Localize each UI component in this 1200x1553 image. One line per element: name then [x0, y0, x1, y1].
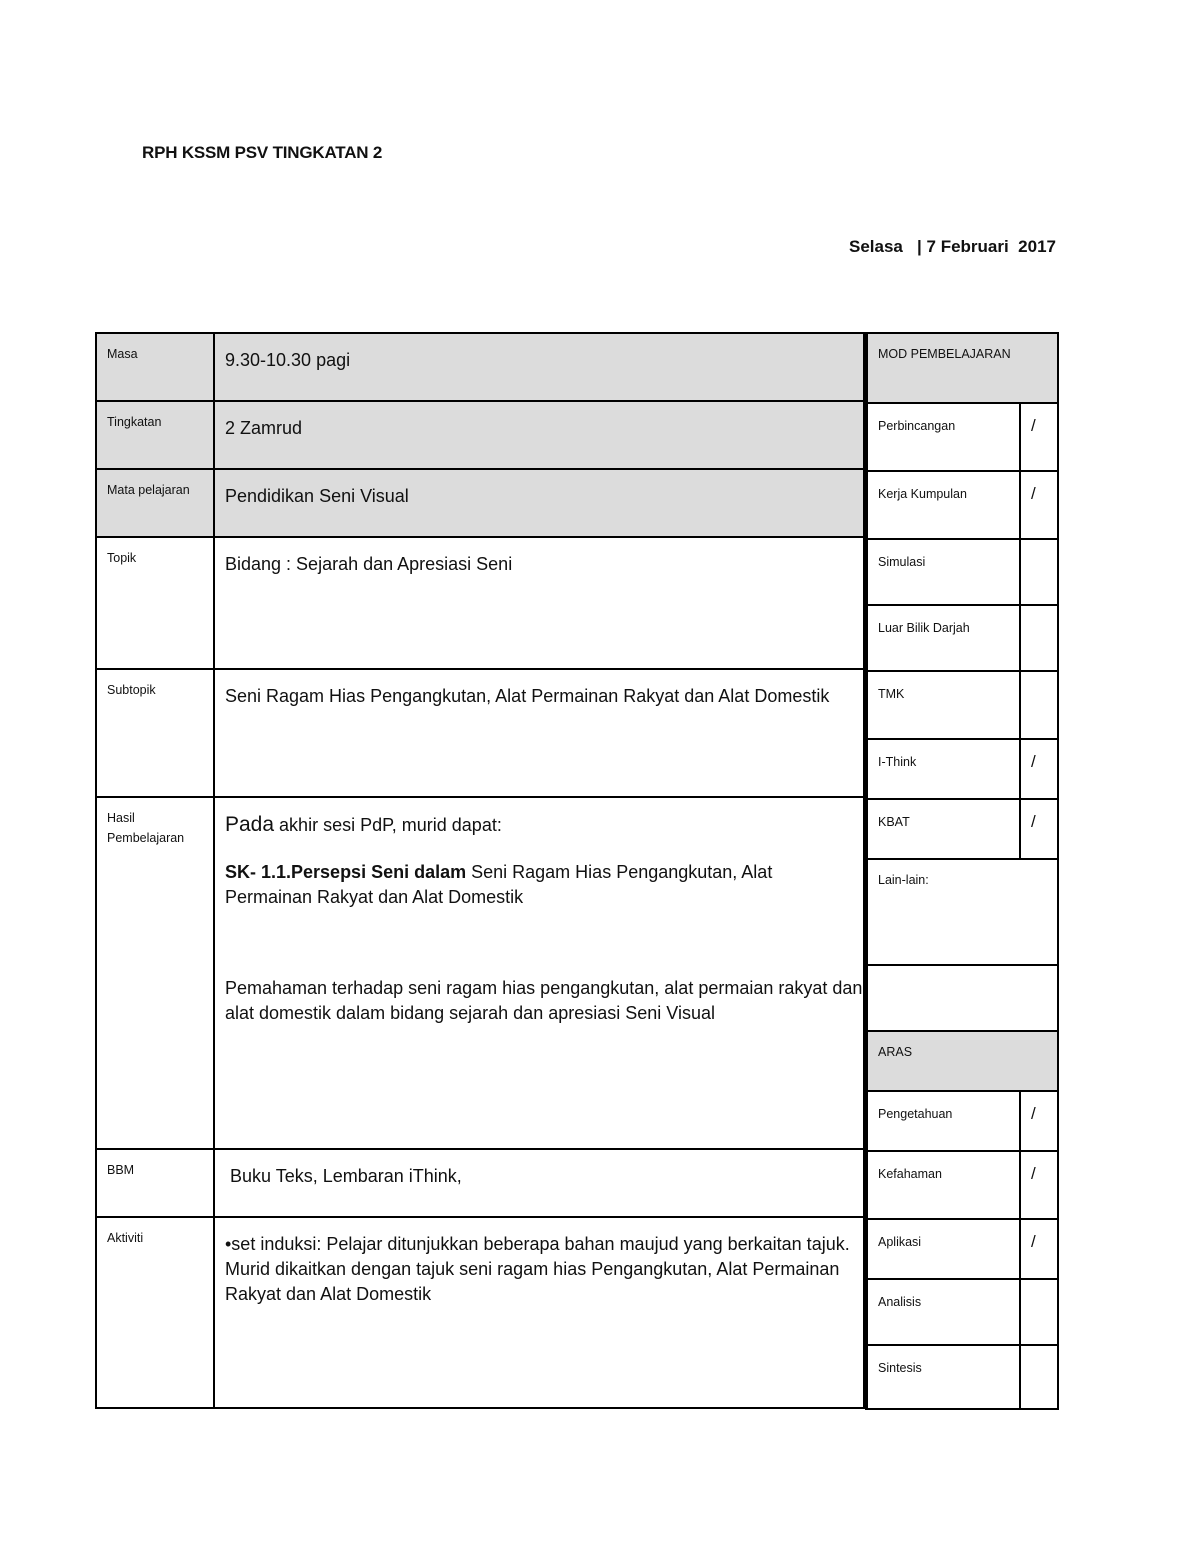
empty-cell — [868, 966, 1057, 1030]
row-label: Aktiviti — [97, 1218, 215, 1407]
aras-item — [868, 1090, 1057, 1150]
mod-item — [868, 470, 1057, 538]
mod-heading-row — [868, 334, 1057, 402]
mod-item-mark: / — [1019, 800, 1057, 858]
outcome-intro — [225, 812, 863, 838]
mod-heading: MOD PEMBELAJARAN — [878, 347, 1011, 361]
mod-item — [868, 798, 1057, 858]
aras-item-mark: / — [1019, 1152, 1057, 1218]
aras-item-mark: / — [1019, 1092, 1057, 1150]
aras-item-label: Pengetahuan — [878, 1107, 953, 1121]
row-topik — [97, 536, 865, 668]
outcome-understanding: Pemahaman terhadap seni ragam hias pengangkutan, alat permaian rakyat dan alat domestik dalam bidang sejarah dan apresiasi Seni Visual — [225, 978, 863, 1023]
mod-item-label: Luar Bilik Darjah — [878, 621, 970, 635]
row-label: BBM — [97, 1150, 215, 1216]
row-hasil-pembelajaran — [97, 796, 865, 1148]
outcome-standard — [225, 860, 863, 910]
mode-level-table — [865, 332, 1059, 1410]
aras-item-mark — [1019, 1346, 1057, 1408]
row-label: Masa — [97, 334, 215, 400]
document-title: RPH KSSM PSV TINGKATAN 2 — [142, 143, 383, 162]
aras-item — [868, 1150, 1057, 1218]
aras-item — [868, 1218, 1057, 1278]
aras-item — [868, 1278, 1057, 1344]
row-value: Buku Teks, Lembaran iThink, — [215, 1150, 865, 1216]
aras-item-mark — [1019, 1280, 1057, 1344]
mod-item-label: Kerja Kumpulan — [878, 487, 967, 501]
mod-other-label: Lain-lain: — [878, 873, 929, 887]
aras-item-mark: / — [1019, 1220, 1057, 1278]
row-masa — [97, 332, 865, 400]
aras-heading-row — [868, 1030, 1057, 1090]
mod-item-label: Perbincangan — [878, 419, 956, 433]
aras-item-label: Analisis — [878, 1295, 922, 1309]
mod-item — [868, 538, 1057, 604]
outcome-intro-text: akhir sesi PdP, murid dapat: — [274, 815, 502, 835]
mod-item — [868, 670, 1057, 738]
row-subtopik — [97, 668, 865, 796]
mod-item-mark: / — [1019, 740, 1057, 798]
row-value — [215, 798, 865, 1148]
mod-item-mark: / — [1019, 404, 1057, 470]
row-mata-pelajaran — [97, 468, 865, 536]
aras-item-label: Aplikasi — [878, 1235, 922, 1249]
row-value: Bidang : Sejarah dan Apresiasi Seni — [215, 538, 865, 668]
aras-heading: ARAS — [878, 1045, 913, 1059]
mod-item — [868, 738, 1057, 798]
mod-item — [868, 604, 1057, 670]
row-value: Pendidikan Seni Visual — [215, 470, 865, 536]
mod-item-label: TMK — [878, 687, 905, 701]
aras-item-label: Kefahaman — [878, 1167, 942, 1181]
row-value: 2 Zamrud — [215, 402, 865, 468]
mod-item-mark: / — [1019, 472, 1057, 538]
aras-item — [868, 1344, 1057, 1408]
lesson-date: Selasa | 7 Februari 2017 — [849, 237, 1056, 256]
outcome-standard-code: SK- 1.1.Persepsi Seni dalam — [225, 862, 467, 882]
mod-item-mark — [1019, 606, 1057, 670]
aras-item-label: Sintesis — [878, 1361, 922, 1375]
outcome-intro-lead: Pada — [225, 813, 275, 836]
row-label: Topik — [97, 538, 215, 668]
row-aktiviti — [97, 1216, 865, 1407]
mod-item-label: Simulasi — [878, 555, 926, 569]
row-label: Hasil Pembelajaran — [97, 798, 215, 1148]
mod-item-mark — [1019, 540, 1057, 604]
row-label: Tingkatan — [97, 402, 215, 468]
row-label: Subtopik — [97, 670, 215, 796]
empty-row — [868, 964, 1057, 1030]
row-value: •set induksi: Pelajar ditunjukkan beberapa bahan maujud yang berkaitan tajuk. Murid dikaitkan dengan tajuk seni ragam hias Pengangkutan, Alat Permainan Rakyat dan Alat Domestik — [215, 1218, 865, 1407]
mod-item-label: I-Think — [878, 755, 917, 769]
row-value: Seni Ragam Hias Pengangkutan, Alat Permainan Rakyat dan Alat Domestik — [215, 670, 865, 796]
lesson-plan-table — [95, 332, 865, 1409]
mod-item-label: KBAT — [878, 815, 910, 829]
mod-item — [868, 402, 1057, 470]
row-label: Mata pelajaran — [97, 470, 215, 536]
mod-item-mark — [1019, 672, 1057, 738]
mod-other-row — [868, 858, 1057, 964]
row-bbm — [97, 1148, 865, 1216]
row-value: 9.30-10.30 pagi — [215, 334, 865, 400]
row-tingkatan — [97, 400, 865, 468]
outcome-standard-text: Seni Ragam Hias Pengangkutan, Alat Permainan Rakyat dan Alat Domestik — [225, 862, 773, 907]
